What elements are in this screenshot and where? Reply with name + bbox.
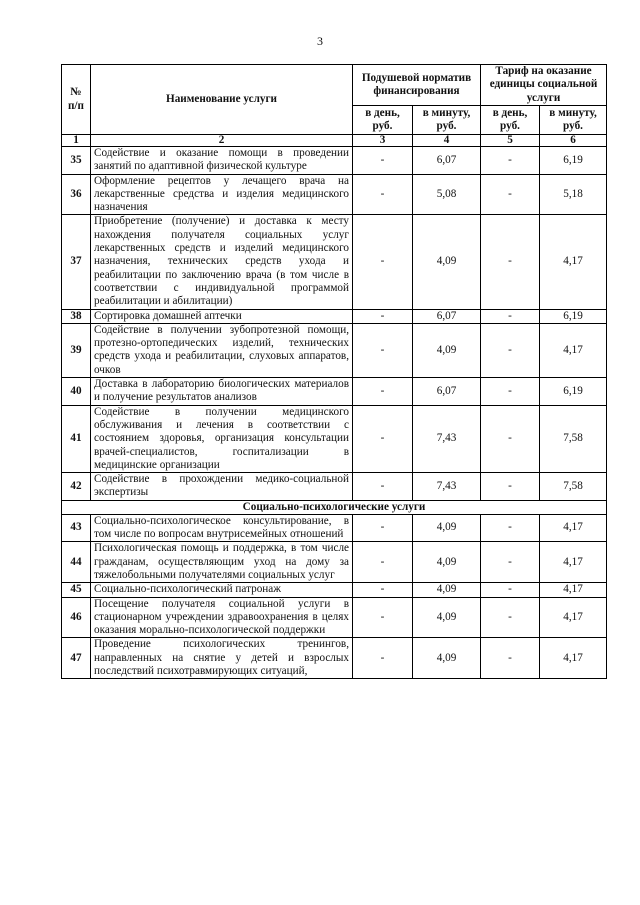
norm-per-day: - — [353, 514, 413, 542]
table-row — [62, 597, 607, 638]
norm-per-day: - — [353, 309, 413, 323]
table-row — [62, 405, 607, 472]
header-tariff-per-minute: в минуту, руб. — [540, 106, 607, 135]
tariff-per-minute: 4,17 — [540, 638, 607, 679]
header-tariff-per-day: в день, руб. — [481, 106, 540, 135]
service-name: Содействие и оказание помощи в проведении занятий по адаптивной физической культуре — [91, 147, 353, 175]
table-row — [62, 323, 607, 377]
table-body — [62, 147, 607, 679]
row-number: 45 — [62, 583, 91, 597]
tariff-per-minute: 7,58 — [540, 405, 607, 472]
header-service-name: Наименование услуги — [91, 65, 353, 135]
service-name: Оформление рецептов у лечащего врача на лекарственные средства и изделия медицинского назначения — [91, 174, 353, 215]
norm-per-day: - — [353, 215, 413, 309]
tariff-per-minute: 6,19 — [540, 309, 607, 323]
tariff-per-minute: 4,17 — [540, 597, 607, 638]
tariff-per-day: - — [481, 514, 540, 542]
tariff-per-day: - — [481, 638, 540, 679]
norm-per-minute: 5,08 — [413, 174, 481, 215]
norm-per-day: - — [353, 147, 413, 175]
column-index: 3 — [353, 135, 413, 147]
norm-per-day: - — [353, 638, 413, 679]
table-row — [62, 147, 607, 175]
norm-per-day: - — [353, 473, 413, 501]
norm-per-minute: 4,09 — [413, 597, 481, 638]
tariff-per-minute: 4,17 — [540, 323, 607, 377]
header-tariff: Тариф на оказание единицы социальной услуги — [481, 65, 607, 106]
row-number: 42 — [62, 473, 91, 501]
row-number: 43 — [62, 514, 91, 542]
row-number: 46 — [62, 597, 91, 638]
norm-per-minute: 6,07 — [413, 309, 481, 323]
tariff-per-day: - — [481, 378, 540, 406]
norm-per-minute: 4,09 — [413, 583, 481, 597]
tariff-per-day: - — [481, 215, 540, 309]
table-row — [62, 309, 607, 323]
norm-per-minute: 6,07 — [413, 378, 481, 406]
table-row — [62, 378, 607, 406]
tariff-per-minute: 4,17 — [540, 215, 607, 309]
service-name: Социально-психологическое консультирование, в том числе по вопросам внутрисемейных отношений — [91, 514, 353, 542]
norm-per-minute: 4,09 — [413, 638, 481, 679]
norm-per-minute: 7,43 — [413, 405, 481, 472]
table-row — [62, 638, 607, 679]
norm-per-minute: 4,09 — [413, 215, 481, 309]
row-number: 39 — [62, 323, 91, 377]
norm-per-day: - — [353, 583, 413, 597]
row-number: 36 — [62, 174, 91, 215]
norm-per-minute: 4,09 — [413, 542, 481, 583]
tariff-per-day: - — [481, 174, 540, 215]
service-name: Содействие в прохождении медико-социальной экспертизы — [91, 473, 353, 501]
section-heading-row — [62, 500, 607, 514]
service-name: Психологическая помощь и поддержка, в том числе гражданам, осуществляющим уход на дому за тяжелобольными получателями социальных услуг — [91, 542, 353, 583]
tariff-per-day: - — [481, 323, 540, 377]
column-index: 5 — [481, 135, 540, 147]
tariff-per-minute: 5,18 — [540, 174, 607, 215]
header-norm-per-minute: в минуту, руб. — [413, 106, 481, 135]
tariff-table — [61, 64, 607, 679]
column-index: 6 — [540, 135, 607, 147]
table-row — [62, 215, 607, 309]
column-index: 2 — [91, 135, 353, 147]
norm-per-day: - — [353, 323, 413, 377]
norm-per-day: - — [353, 597, 413, 638]
table-row — [62, 174, 607, 215]
service-name: Проведение психологических тренингов, направленных на снятие у детей и взрослых последствий психотравмирующих ситуаций, — [91, 638, 353, 679]
tariff-per-minute: 6,19 — [540, 378, 607, 406]
row-number: 37 — [62, 215, 91, 309]
tariff-per-day: - — [481, 542, 540, 583]
norm-per-minute: 6,07 — [413, 147, 481, 175]
column-index: 4 — [413, 135, 481, 147]
norm-per-minute: 4,09 — [413, 514, 481, 542]
tariff-per-minute: 6,19 — [540, 147, 607, 175]
column-index: 1 — [62, 135, 91, 147]
norm-per-day: - — [353, 542, 413, 583]
tariff-per-day: - — [481, 147, 540, 175]
tariff-per-day: - — [481, 309, 540, 323]
table-row — [62, 514, 607, 542]
norm-per-day: - — [353, 378, 413, 406]
tariff-per-day: - — [481, 597, 540, 638]
norm-per-day: - — [353, 405, 413, 472]
header-number: № п/п — [62, 65, 91, 135]
tariff-per-minute: 4,17 — [540, 514, 607, 542]
tariff-per-minute: 4,17 — [540, 583, 607, 597]
norm-per-minute: 7,43 — [413, 473, 481, 501]
page-number: 3 — [317, 34, 323, 48]
service-name: Содействие в получении медицинского обслуживания и лечения в соответствии с состоянием здоровья, организация консультации врачей-специалистов, госпитализации в медицинские организации — [91, 405, 353, 472]
tariff-per-day: - — [481, 405, 540, 472]
service-name: Социально-психологический патронаж — [91, 583, 353, 597]
row-number: 41 — [62, 405, 91, 472]
row-number: 44 — [62, 542, 91, 583]
tariff-per-minute: 7,58 — [540, 473, 607, 501]
service-name: Сортировка домашней аптечки — [91, 309, 353, 323]
row-number: 35 — [62, 147, 91, 175]
service-name: Содействие в получении зубопротезной помощи, протезно-ортопедических изделий, технических средств ухода и реабилитации, слуховых аппаратов, очков — [91, 323, 353, 377]
section-title: Социально-психологические услуги — [62, 500, 607, 514]
row-number: 47 — [62, 638, 91, 679]
norm-per-day: - — [353, 174, 413, 215]
tariff-per-minute: 4,17 — [540, 542, 607, 583]
tariff-per-day: - — [481, 473, 540, 501]
service-name: Доставка в лабораторию биологических материалов и получение результатов анализов — [91, 378, 353, 406]
table-row — [62, 542, 607, 583]
tariff-per-day: - — [481, 583, 540, 597]
row-number: 40 — [62, 378, 91, 406]
table-row — [62, 583, 607, 597]
service-name: Приобретение (получение) и доставка к месту нахождения получателя социальных услуг лекарственных средств и изделий медицинского назначения, технических средств ухода и реабилитации по заключению врача (в том числе в соответствии с индивидуальной программой реабилитации и абилитации) — [91, 215, 353, 309]
norm-per-minute: 4,09 — [413, 323, 481, 377]
header-funding-norm: Подушевой норматив финансирования — [353, 65, 481, 106]
row-number: 38 — [62, 309, 91, 323]
table-row — [62, 473, 607, 501]
column-index-row — [62, 135, 607, 147]
service-name: Посещение получателя социальной услуги в стационарном учреждении здравоохранения в целях оказания морально-психологической поддержки — [91, 597, 353, 638]
header-norm-per-day: в день, руб. — [353, 106, 413, 135]
